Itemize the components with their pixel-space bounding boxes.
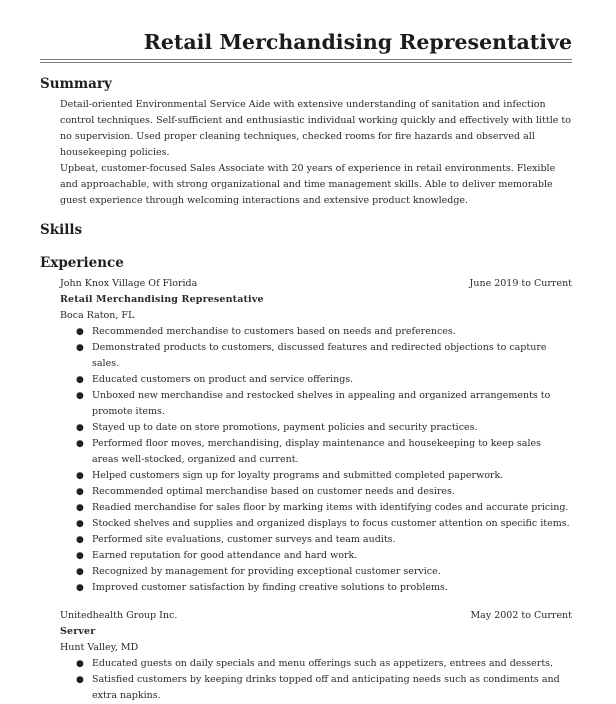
bullet-icon: ● — [76, 551, 84, 561]
duty-item: ● Unboxed new merchandise and restocked shelves in appealing and organized arrangements to promote items. — [76, 390, 551, 417]
bullet-icon: ● — [76, 567, 84, 577]
bullet-icon: ● — [76, 535, 84, 545]
duty-item: ● Satisfied customers by keeping drinks topped off and anticipating needs such as condiments and extra napkins. — [76, 674, 560, 701]
bullet-icon: ● — [76, 423, 84, 433]
summary-paragraph-2: Upbeat, customer-focused Sales Associate with 20 years of experience in retail environments. Flexible and approachable, with strong organizational and time management skills. Able to deliver memorable guest experience through welcoming interactions and extensive product knowledge. — [60, 163, 556, 206]
bullet-icon: ● — [76, 327, 84, 337]
bullet-icon: ● — [76, 471, 84, 481]
duty-item: ● Helped customers sign up for loyalty programs and submitted completed paperwork. — [60, 468, 570, 484]
duty-item: ● Recommended optimal merchandise based on customer needs and desires. — [60, 484, 570, 500]
title-divider-top — [40, 59, 572, 60]
job-title: Retail Merchandising Representative — [60, 294, 264, 305]
summary-text — [60, 97, 576, 209]
duty-item: ● Stocked shelves and supplies and organized displays to focus customer attention on specific items. — [60, 516, 570, 532]
duty-item: ● Educated customers on product and service offerings. — [60, 372, 570, 388]
job-company: Unitedhealth Group Inc. — [60, 610, 178, 621]
skills-heading: Skills — [40, 222, 83, 238]
job-header-row — [60, 608, 572, 624]
job-header-row — [60, 276, 572, 292]
bullet-icon: ● — [76, 675, 84, 685]
job-duties-list — [60, 656, 572, 704]
job-duties-list — [60, 324, 572, 596]
job-location: Hunt Valley, MD — [60, 642, 139, 653]
duty-item: ● Earned reputation for good attendance and hard work. — [60, 548, 570, 564]
experience-heading: Experience — [40, 255, 124, 271]
duty-item: ● Recognized by management for providing exceptional customer service. — [60, 564, 570, 580]
duty-item: ● Recommended merchandise to customers based on needs and preferences. — [60, 324, 570, 340]
bullet-icon: ● — [76, 391, 84, 401]
bullet-icon: ● — [76, 583, 84, 593]
duty-item: ● Educated guests on daily specials and menu offerings such as appetizers, entrees and desserts. — [60, 656, 570, 672]
resume-title: Retail Merchandising Representative — [143, 30, 572, 54]
job-dates: June 2019 to Current — [469, 278, 572, 289]
duty-item: ● Readied merchandise for sales floor by marking items with identifying codes and accurate pricing. — [60, 500, 570, 516]
job-title: Server — [60, 626, 96, 637]
bullet-icon: ● — [76, 487, 84, 497]
bullet-icon: ● — [76, 659, 84, 669]
duty-item: ● Improved customer satisfaction by finding creative solutions to problems. — [60, 580, 570, 596]
duty-item: ● Performed floor moves, merchandising, display maintenance and housekeeping to keep sales areas well-stocked, organized and current. — [76, 438, 541, 465]
job-entry — [60, 276, 572, 596]
bullet-icon: ● — [76, 439, 84, 449]
summary-heading: Summary — [40, 76, 112, 92]
bullet-icon: ● — [76, 343, 84, 353]
duty-item: ● Performed site evaluations, customer surveys and team audits. — [60, 532, 570, 548]
bullet-icon: ● — [76, 503, 84, 513]
job-entry — [60, 608, 572, 704]
bullet-icon: ● — [76, 375, 84, 385]
bullet-icon: ● — [76, 519, 84, 529]
summary-paragraph-1: Detail-oriented Environmental Service Aide with extensive understanding of sanitation and infection control techniques. Self-sufficient and enthusiastic individual working quickly and effectively with little to no supervision. Used proper cleaning techniques, checked rooms for fire hazards and observed all housekeeping policies. — [60, 99, 571, 158]
job-dates: May 2002 to Current — [470, 610, 572, 621]
title-divider-bottom — [40, 62, 572, 63]
duty-item: ● Stayed up to date on store promotions, payment policies and security practices. — [60, 420, 570, 436]
job-location: Boca Raton, FL — [60, 310, 135, 321]
duty-item: ● Demonstrated products to customers, discussed features and redirected objections to capture sales. — [76, 342, 547, 369]
job-company: John Knox Village Of Florida — [60, 278, 198, 289]
